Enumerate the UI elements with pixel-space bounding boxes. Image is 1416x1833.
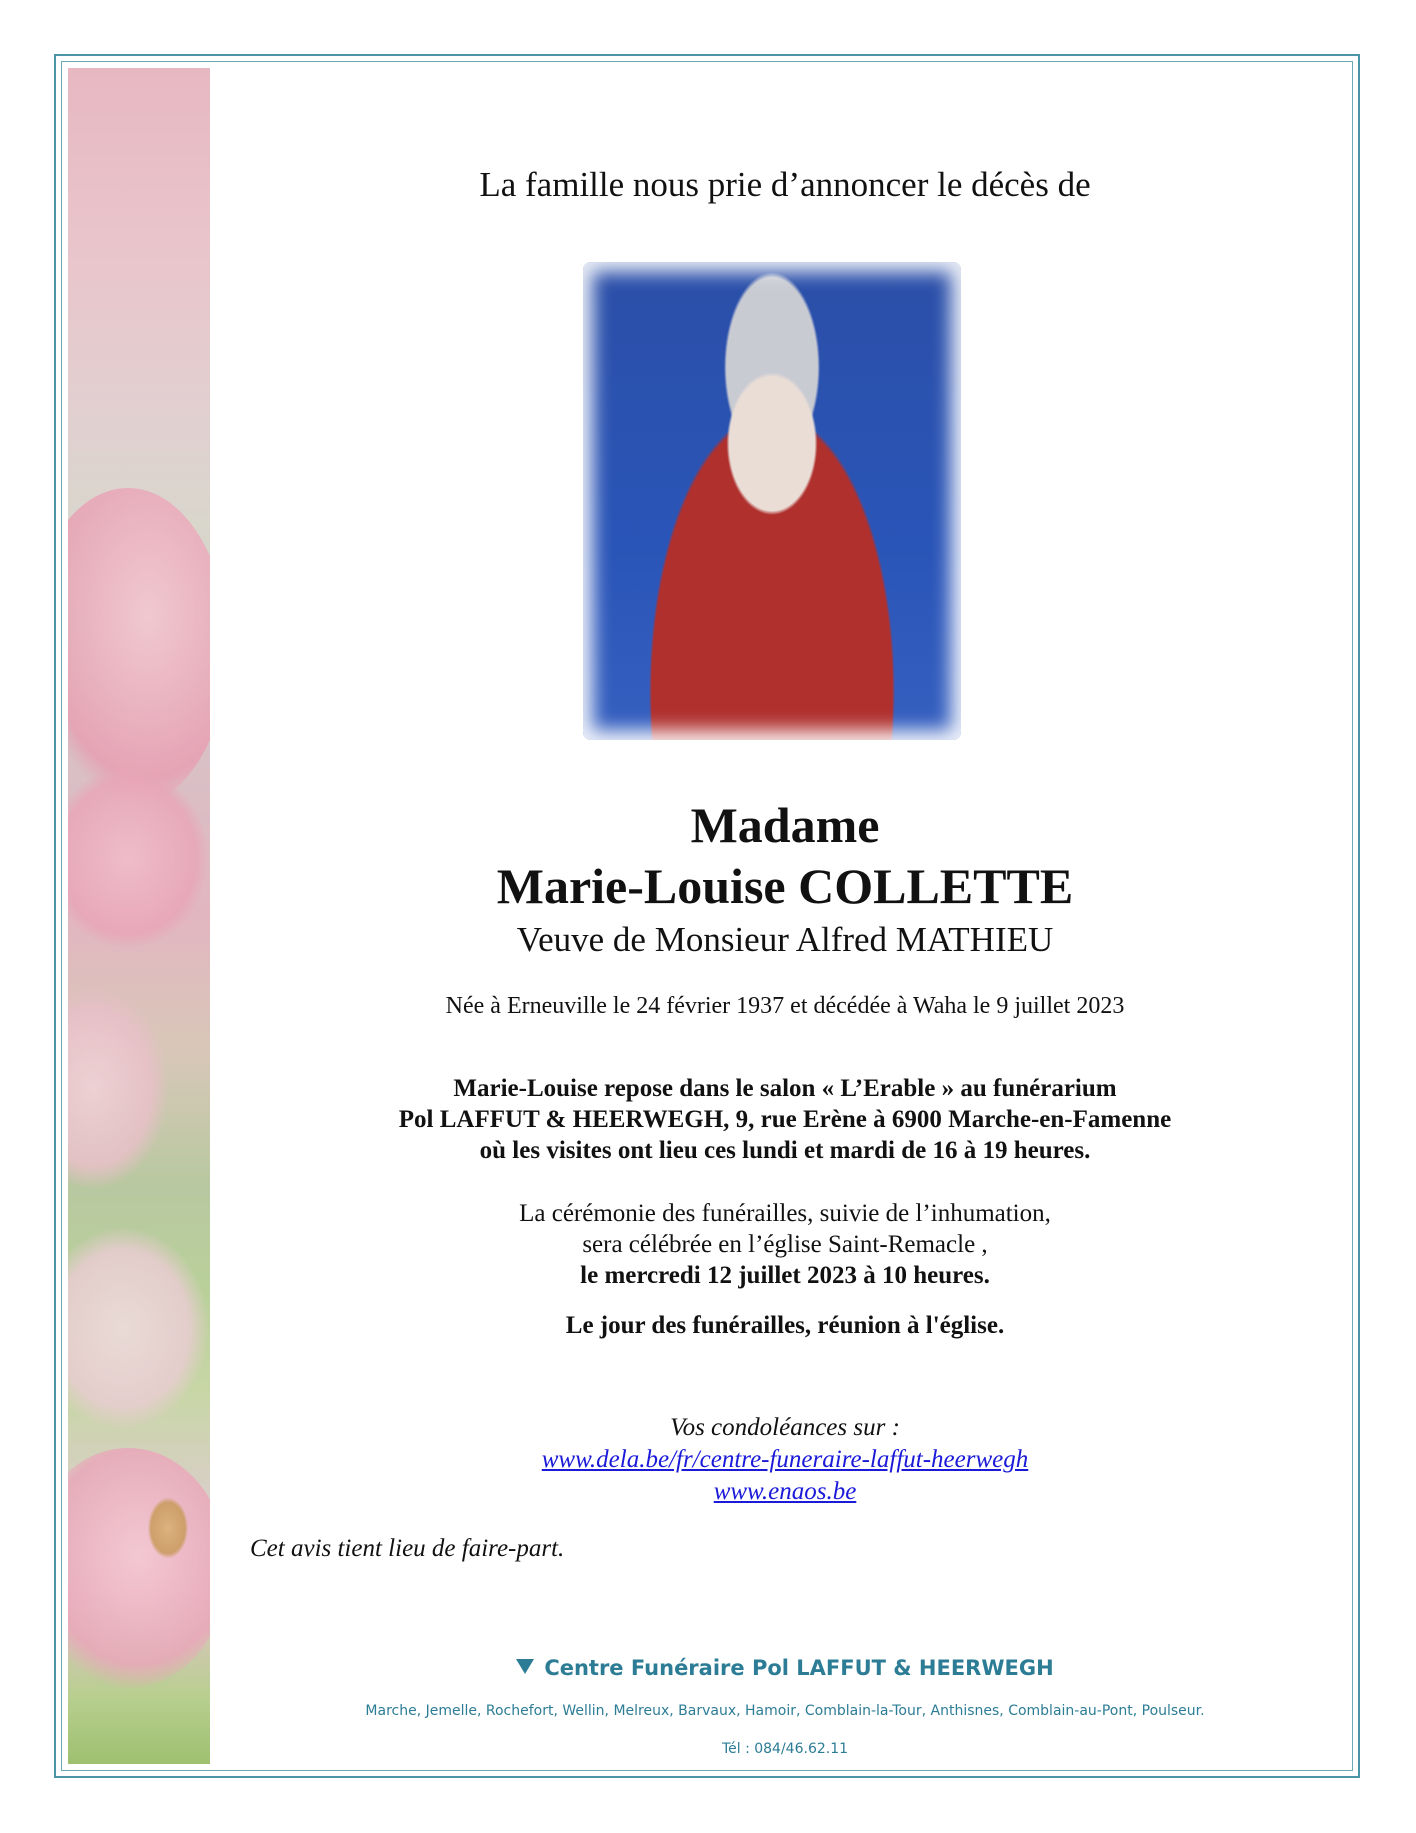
repose-line: où les visites ont lieu ces lundi et mardi de 16 à 19 heures. — [479, 1137, 1091, 1164]
ceremony-line: sera célébrée en l’église Saint-Remacle , — [582, 1231, 988, 1258]
condolences-label: Vos condoléances sur : — [670, 1414, 900, 1441]
funeral-home-label: Centre Funéraire Pol LAFFUT & HEERWEGH — [544, 1656, 1054, 1680]
announcement-content — [210, 0, 1360, 1833]
portrait-photo — [583, 262, 961, 740]
triangle-down-icon — [516, 1659, 534, 1674]
ceremony-line: La cérémonie des funérailles, suivie de l’inhumation, — [519, 1200, 1051, 1227]
widow-of: Veuve de Monsieur Alfred MATHIEU — [516, 920, 1054, 959]
reunion-note: Le jour des funérailles, réunion à l'église. — [565, 1312, 1005, 1339]
repose-line: Marie-Louise repose dans le salon « L’Erable » au funérarium — [453, 1075, 1117, 1102]
flower-decoration — [68, 68, 210, 1764]
intro-text: La famille nous prie d’annoncer le décès de — [479, 165, 1091, 204]
ceremony-info — [210, 1198, 1360, 1291]
honorific: Madame — [690, 797, 880, 853]
repose-line: Pol LAFFUT & HEERWEGH, 9, rue Erène à 6900 Marche-en-Famenne — [398, 1106, 1172, 1133]
funeral-home-phone: Tél : 084/46.62.11 — [721, 1741, 849, 1757]
condolences-link-dela[interactable]: www.dela.be/fr/centre-funeraire-laffut-heerwegh — [541, 1446, 1029, 1473]
repose-info — [210, 1073, 1360, 1166]
notice-text: Cet avis tient lieu de faire-part. — [250, 1535, 565, 1562]
funeral-home-towns: Marche, Jemelle, Rochefort, Wellin, Melreux, Barvaux, Hamoir, Comblain-la-Tour, Anthisnes, Comblain-au-Pont, Poulseur. — [365, 1703, 1205, 1719]
condolences-link-enaos[interactable]: www.enaos.be — [713, 1478, 857, 1505]
birth-death-line: Née à Erneuville le 24 février 1937 et décédée à Waha le 9 juillet 2023 — [445, 993, 1125, 1019]
condolences-block — [210, 1412, 1360, 1508]
deceased-name: Marie-Louise COLLETTE — [496, 858, 1074, 914]
funeral-home-name — [210, 1656, 1360, 1680]
ceremony-date: le mercredi 12 juillet 2023 à 10 heures. — [580, 1262, 990, 1289]
